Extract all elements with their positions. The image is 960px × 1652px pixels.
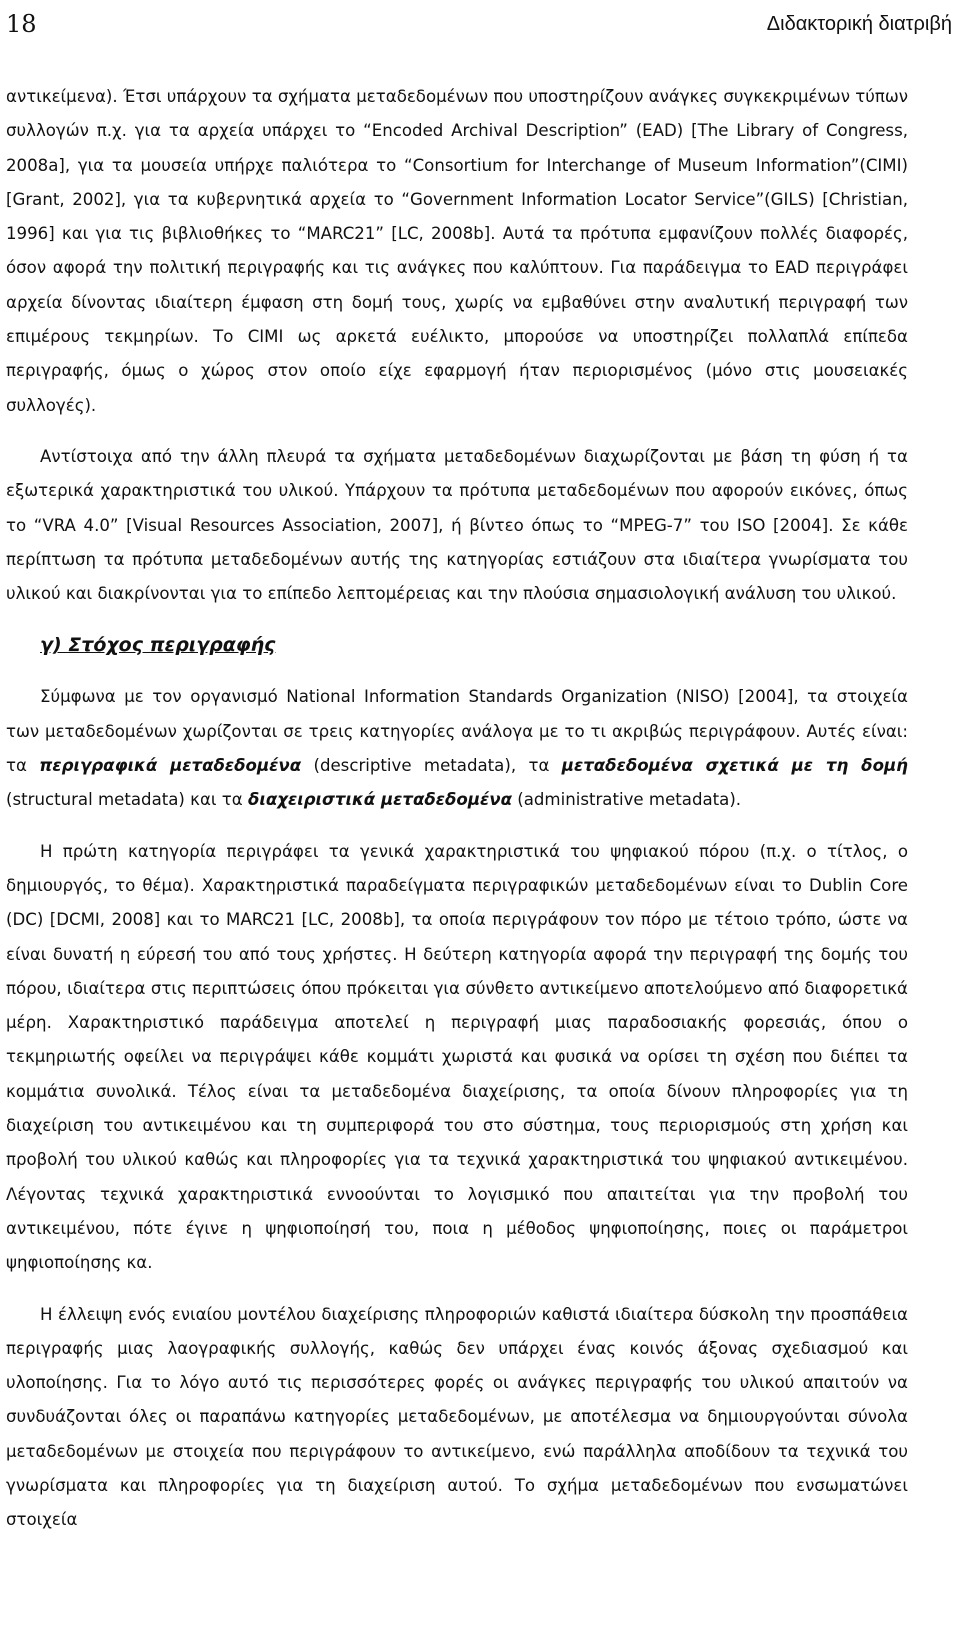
paragraph-text: αντικείμενα). Έτσι υπάρχουν τα σχήματα μεταδεδομένων που υποστηρίζουν ανάγκες συγκεκριμένων τύπων συλλογών π.χ. για τα αρχεία υπάρχει το “Encoded Archival Description” (EAD) [The Library of Congress, 2008a], για τα μουσεία υπήρχε παλιότερα το “Consortium for Interchange of Museum Information”(CIMI) [Grant, 2002], για τα κυβερνητικά αρχεία το “Government Information Locator Service”(GILS) [Christian, 1996] και για τις βιβλιοθήκες το “MARC21” [LC, 2008b]. Αυτά τα πρότυπα εμφανίζουν πολλές διαφορές, όσον αφορά την πολιτική περιγραφής και τις ανάγκες που καλύπτουν. Για παράδειγμα το EAD περιγράφει αρχεία δίνοντας ιδιαίτερη έμφαση στη δομή τους, χωρίς να εμβαθύνει στην αναλυτική περιγραφή των επιμέρους τεκμηρίων. Το CIMI ως αρκετά ευέλικτο, μπορούσε να υποστηρίζει πολλαπλά επίπεδα περιγραφής, όμως ο χώρος στον οποίο είχε εφαρμογή ήταν περιορισμένος (μόνο στις μουσειακές συλλογές). (6, 87, 908, 415)
paragraph-text: (descriptive metadata), τα (301, 756, 562, 776)
paragraph-metadata-categories-detail (6, 835, 908, 1281)
paragraph-collections-standards (6, 80, 908, 423)
paragraph-media-standards (6, 440, 908, 611)
paragraph-text: Σύμφωνα με τον οργανισμό National Information Standards Organization (NISO) [2004], τα στοιχεία των μεταδεδομένων χωρίζονται σε τρεις κατηγορίες ανάλογα με το τι ακριβώς περιγράφουν. Αυτές είναι: τα (6, 687, 908, 776)
running-header (0, 4, 960, 44)
paragraph-text: Η έλλειψη ενός ενιαίου μοντέλου διαχείρισης πληροφοριών καθιστά ιδιαίτερα δύσκολη την προσπάθεια περιγραφής μιας λαογραφικής συλλογής, καθώς δεν υπάρχει ένας κοινός άξονας σχεδιασμού και υλοποίησης. Για το λόγο αυτό τις περισσότερες φορές οι ανάγκες περιγραφής του υλικού απαιτούν να συνδυάζονται όλες οι παραπάνω κατηγορίες μεταδεδομένων, με αποτέλεσμα να δημιουργούνται σύνολα μεταδεδομένων με στοιχεία που περιγράφουν το αντικείμενο, ενώ παράλληλα αποδίδουν τα τεχνικά του γνωρίσματα και πληροφορίες για τη διαχείριση αυτού. Το σχήμα μεταδεδομένων που ενσωματώνει στοιχεία (6, 1304, 908, 1530)
paragraph-text: (administrative metadata). (511, 790, 742, 810)
section-heading (6, 628, 908, 662)
page-number: 18 (6, 10, 37, 38)
section-heading-text: γ) Στόχος περιγραφής (40, 634, 276, 657)
term-structural-metadata: μεταδεδομένα σχετικά με τη δομή (561, 756, 908, 776)
body-text (6, 80, 908, 1555)
paragraph-text: Αντίστοιχα από την άλλη πλευρά τα σχήματα μεταδεδομένων διαχωρίζονται με βάση τη φύση ή τα εξωτερικά χαρακτηριστικά του υλικού. Υπάρχουν τα πρότυπα μεταδεδομένων που αφορούν εικόνες, όπως το “VRA 4.0” [Visual Resources Association, 2007], ή βίντεο όπως το “MPEG-7” του ISO [2004]. Σε κάθε περίπτωση τα πρότυπα μεταδεδομένων αυτής της κατηγορίας εστιάζουν στα ιδιαίτερα γνωρίσματα του υλικού και διακρίνονται για το επίπεδο λεπτομέρειας και την πλούσια σημασιολογική ανάλυση του υλικού. (6, 446, 908, 604)
document-title: Διδακτορική διατριβή (766, 13, 952, 35)
paragraph-text: (structural metadata) και τα (6, 790, 248, 810)
paragraph-text: Η πρώτη κατηγορία περιγράφει τα γενικά χαρακτηριστικά του ψηφιακού πόρου (π.χ. ο τίτλος, ο δημιουργός, το θέμα). Χαρακτηριστικά παραδείγματα περιγραφικών μεταδεδομένων είναι το Dublin Core (DC) [DCMI, 2008] και το MARC21 [LC, 2008b], τα οποία περιγράφουν τον πόρο με τέτοιο τρόπο, ώστε να είναι δυνατή η εύρεσή του από τους χρήστες. Η δεύτερη κατηγορία αφορά την περιγραφή της δομής του πόρου, ιδιαίτερα στις περιπτώσεις όπου πρόκειται για σύνθετο αντικείμενο αποτελούμενο από διαφορετικά μέρη. Χαρακτηριστικό παράδειγμα αποτελεί η περιγραφή μιας παραδοσιακής φορεσιάς, όπου ο τεκμηριωτής οφείλει να περιγράψει κάθε κομμάτι χωριστά και φυσικά να ορίσει τη σχέση που διέπει τα κομμάτια συνολικά. Τέλος είναι τα μεταδεδομένα διαχείρισης, τα οποία δίνουν πληροφορίες για τη διαχείριση του αντικειμένου και τη συμπεριφορά του στο σύστημα, τους περιορισμούς στη χρήση και προβολή του υλικού καθώς και πληροφορίες για τα τεχνικά χαρακτηριστικά του ψηφιακού αντικειμένου. Λέγοντας τεχνικά χαρακτηριστικά εννοούνται το λογισμικό που απαιτείται για την προβολή του αντικειμένου, πότε έγινε η ψηφιοποίησή του, ποια η μέθοδος ψηφιοποίησης, ποιες οι παράμετροι ψηφιοποίησης κα. (6, 841, 908, 1273)
paragraph-unified-model (6, 1298, 908, 1538)
term-descriptive-metadata: περιγραφικά μεταδεδομένα (39, 756, 302, 776)
term-administrative-metadata: διαχειριστικά μεταδεδομένα (247, 790, 512, 810)
paragraph-niso-categories (6, 680, 908, 817)
